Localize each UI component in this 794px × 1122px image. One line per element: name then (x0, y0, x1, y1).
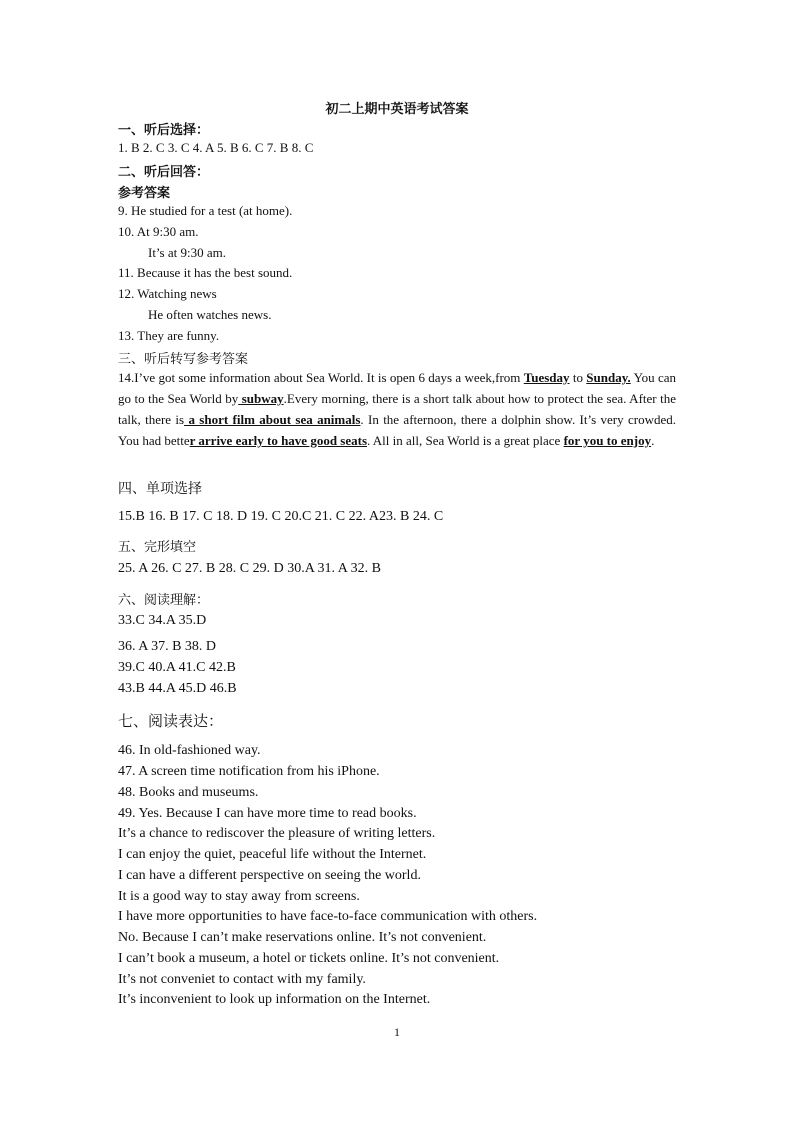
section7-line-11: I can’t book a museum, a hotel or tickets online. It’s not convenient. (118, 951, 500, 966)
section7-line-7: I can have a different perspective on seeing the world. (118, 868, 421, 883)
answer-9: 9. He studied for a test (at home). (118, 203, 293, 218)
blank-answer-5: r arrive early to have good seats (189, 433, 368, 448)
section7-line-1: 46. In old-fashioned way. (118, 743, 261, 758)
page-number: 1 (394, 1025, 400, 1039)
passage-text-5: . In the afternoon, there a dolphin show. It’s very crowded. You had bette (118, 412, 676, 448)
answer-12: 12. Watching news (118, 286, 217, 301)
section7-line-6: I can enjoy the quiet, peaceful life without the Internet. (118, 847, 427, 862)
section6-line-4: 43.B 44.A 45.D 46.B (118, 681, 237, 696)
section1-heading: 一、听后选择： (118, 123, 210, 138)
blank-answer-2: Sunday. (586, 370, 631, 385)
section4-answers: 15.B 16. B 17. C 18. D 19. C 20.C 21. C 22. A23. B 24. C (118, 509, 444, 524)
answer-12-alt: He often watches news. (148, 307, 272, 322)
section7-line-3: 48. Books and museums. (118, 785, 259, 800)
section3-heading: 三、听后转写参考答案 (118, 352, 249, 367)
section7-line-13: It’s inconvenient to look up information on the Internet. (118, 992, 431, 1007)
section6-line-1: 33.C 34.A 35.D (118, 613, 207, 628)
answer-13: 13. They are funny. (118, 328, 220, 343)
section2-heading: 二、听后回答： (118, 165, 210, 180)
section7-heading: 七、阅读表达： (118, 712, 224, 730)
passage-text-3: You can go to the Sea World by (118, 370, 677, 406)
answer-10-alt: It’s at 9:30 am. (148, 245, 226, 260)
section6-heading: 六、阅读理解： (118, 593, 210, 608)
section7-line-10: No. Because I can’t make reservations online. It’s not convenient. (118, 930, 487, 945)
section2-ref-label: 参考答案 (118, 186, 171, 201)
section5-answers: 25. A 26. C 27. B 28. C 29. D 30.A 31. A 32. B (118, 561, 381, 576)
section6-line-2: 36. A 37. B 38. D (118, 639, 217, 654)
section7-line-4: 49. Yes. Because I can have more time to read books. (118, 806, 417, 821)
section7-line-9: I have more opportunities to have face-to-face communication with others. (118, 909, 538, 924)
passage-text-1: 14.I’ve got some information about Sea World. It is open 6 days a week,from (118, 370, 524, 385)
section7-line-8: It is a good way to stay away from screens. (118, 889, 360, 904)
passage-text-4: .Every morning, there is a short talk about how to protect the sea. After the talk, there is (118, 391, 676, 427)
section1-answers: 1. B 2. C 3. C 4. A 5. B 6. C 7. B 8. C (118, 140, 314, 155)
blank-answer-1: Tuesday (523, 370, 570, 385)
section3-passage (118, 367, 676, 451)
section6-line-3: 39.C 40.A 41.C 42.B (118, 660, 236, 675)
passage-text-2: to (569, 370, 587, 385)
page-title: 初二上期中英语考试答案 (325, 102, 469, 117)
passage-text-7: . (651, 433, 655, 448)
answer-11: 11. Because it has the best sound. (118, 265, 293, 280)
blank-answer-4: a short film about sea animals (184, 412, 361, 427)
section7-line-2: 47. A screen time notification from his iPhone. (118, 764, 380, 779)
blank-answer-3: subway (238, 391, 284, 406)
section7-line-12: It’s not conveniet to contact with my family. (118, 972, 366, 987)
blank-answer-6: for you to enjoy (563, 433, 652, 448)
answer-10: 10. At 9:30 am. (118, 224, 199, 239)
section5-heading: 五、完形填空 (118, 540, 197, 555)
section4-heading: 四、单项选择 (118, 481, 202, 497)
passage-text-6: . All in all, Sea World is a great place (367, 433, 564, 448)
section7-line-5: It’s a chance to rediscover the pleasure of writing letters. (118, 826, 436, 841)
